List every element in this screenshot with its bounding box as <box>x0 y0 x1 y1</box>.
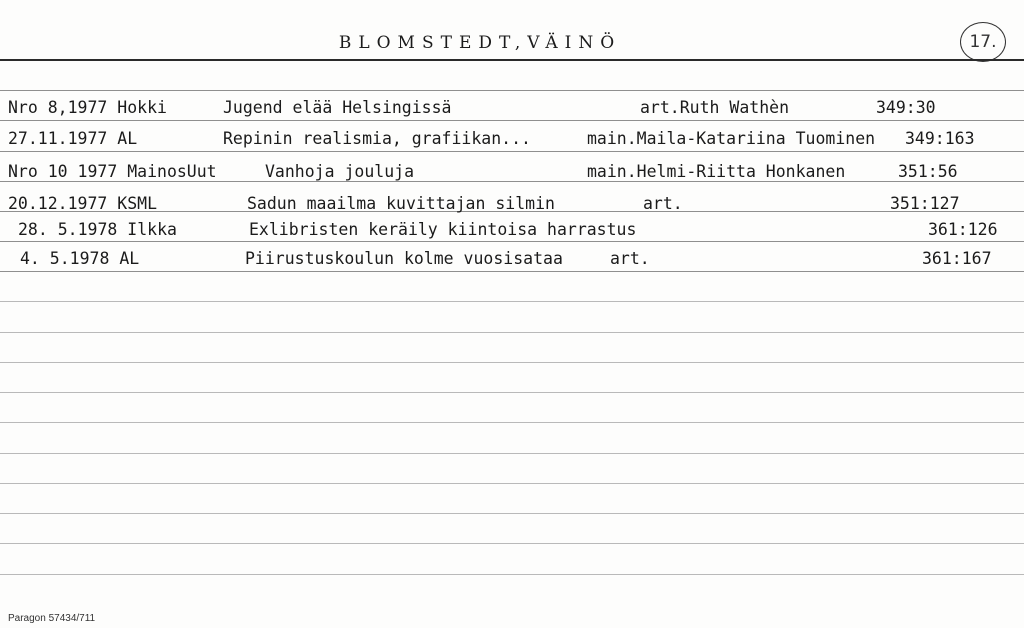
entry-title: Piirustuskoulun kolme vuosisataa <box>245 249 563 268</box>
entry-source: 28. 5.1978 Ilkka <box>18 220 177 239</box>
ruled-line <box>0 543 1024 544</box>
card-entry <box>0 98 1024 122</box>
entry-reference: 351:56 <box>898 162 958 181</box>
entry-source: Nro 8,1977 Hokki <box>8 98 167 117</box>
ruled-line <box>0 301 1024 302</box>
entry-source: 27.11.1977 AL <box>8 129 138 148</box>
heading-rule <box>0 59 1024 61</box>
ruled-line <box>0 422 1024 423</box>
entry-reference: 361:167 <box>922 249 992 268</box>
card-entry <box>0 162 1024 186</box>
entry-reference: 349:163 <box>905 129 975 148</box>
entry-reference: 361:126 <box>928 220 998 239</box>
card-number: 17. <box>969 32 997 52</box>
card-entry <box>0 220 1024 244</box>
entry-title: Jugend elää Helsingissä <box>223 98 452 117</box>
card-entry <box>0 249 1024 273</box>
ruled-line <box>0 332 1024 333</box>
entry-source: 20.12.1977 KSML <box>8 194 158 213</box>
entry-credit: art. <box>643 194 683 213</box>
ruled-line <box>0 362 1024 363</box>
entry-title: Sadun maailma kuvittajan silmin <box>247 194 555 213</box>
card-printer-mark: Paragon 57434/711 <box>8 613 96 624</box>
entry-source: Nro 10 1977 MainosUut <box>8 162 217 181</box>
entry-title: Repinin realismia, grafiikan... <box>223 129 531 148</box>
card-entry <box>0 129 1024 153</box>
entry-credit: main.Maila-Katariina Tuominen <box>587 129 876 148</box>
ruled-line <box>0 483 1024 484</box>
entry-source: 4. 5.1978 AL <box>20 249 140 268</box>
entry-reference: 351:127 <box>890 194 960 213</box>
card-heading: BLOMSTEDT,VÄINÖ <box>338 33 622 53</box>
card-entry <box>0 194 1024 218</box>
entry-credit: art.Ruth Wathèn <box>640 98 790 117</box>
ruled-line <box>0 513 1024 514</box>
ruled-line <box>0 453 1024 454</box>
ruled-line <box>0 392 1024 393</box>
entry-credit: art. <box>610 249 650 268</box>
entry-title: Exlibristen keräily kiintoisa harrastus <box>249 220 637 239</box>
card-number-stamp <box>960 22 1006 62</box>
ruled-line <box>0 90 1024 91</box>
ruled-line <box>0 574 1024 575</box>
entry-reference: 349:30 <box>876 98 936 117</box>
entry-credit: main.Helmi-Riitta Honkanen <box>587 162 846 181</box>
entry-title: Vanhoja jouluja <box>265 162 415 181</box>
